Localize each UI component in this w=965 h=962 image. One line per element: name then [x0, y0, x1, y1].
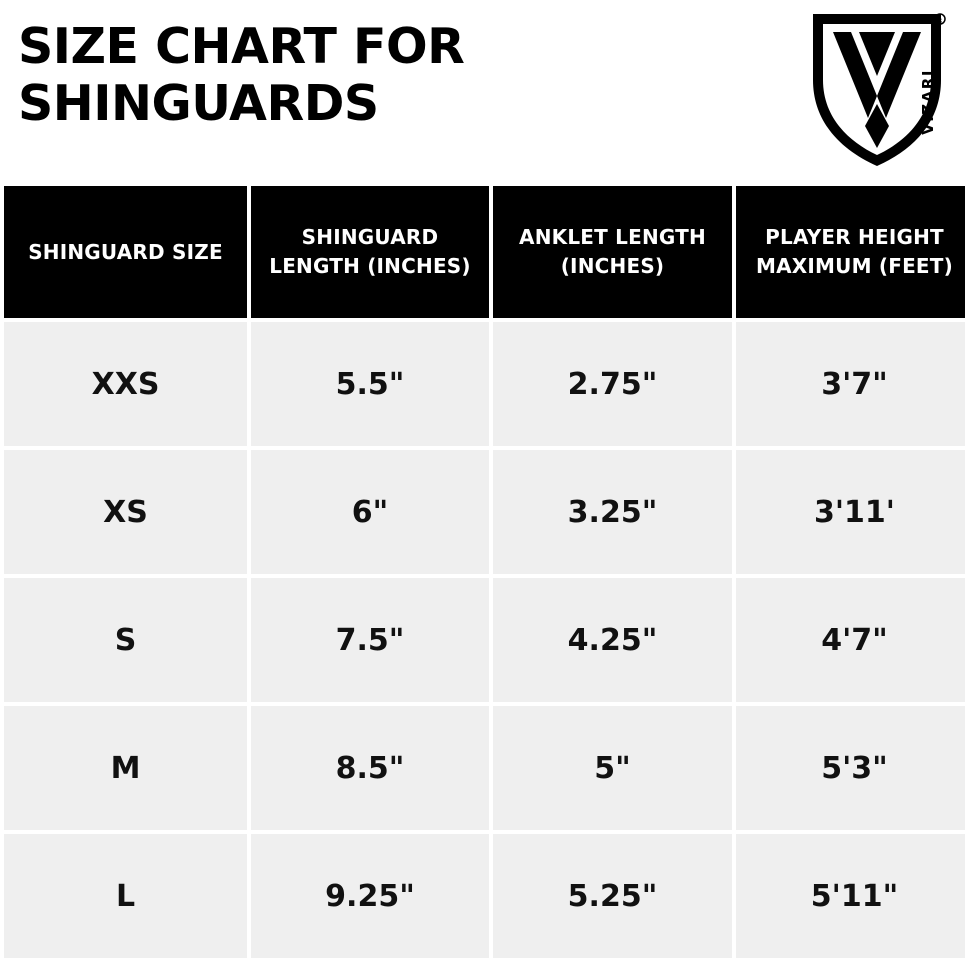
cell-height: 3'7"	[736, 322, 965, 446]
cell-anklet: 4.25"	[493, 578, 732, 702]
header-line: SHINGUARD	[301, 225, 439, 249]
cell-anklet: 3.25"	[493, 450, 732, 574]
cell-height: 5'3"	[736, 706, 965, 830]
cell-length: 6"	[251, 450, 489, 574]
header-line: SHINGUARD SIZE	[28, 239, 223, 264]
header-line: LENGTH (INCHES)	[269, 254, 471, 278]
cell-size: L	[4, 834, 247, 958]
cell-size: XS	[4, 450, 247, 574]
cell-anklet: 5.25"	[493, 834, 732, 958]
column-header-anklet-length	[493, 186, 732, 318]
header-line: MAXIMUM (FEET)	[756, 254, 953, 278]
cell-size: M	[4, 706, 247, 830]
header-line: PLAYER HEIGHT	[765, 225, 944, 249]
table-row	[4, 834, 965, 958]
cell-length: 8.5"	[251, 706, 489, 830]
table-row	[4, 322, 965, 446]
column-header-shinguard-length	[251, 186, 489, 318]
cell-length: 7.5"	[251, 578, 489, 702]
cell-size: XXS	[4, 322, 247, 446]
table-row	[4, 578, 965, 702]
header-line: ANKLET LENGTH	[519, 225, 706, 249]
header-line: (INCHES)	[560, 254, 665, 278]
page-header	[0, 0, 965, 182]
cell-height: 4'7"	[736, 578, 965, 702]
svg-text:VIZARI: VIZARI	[919, 69, 937, 135]
column-header-player-height	[736, 186, 965, 318]
cell-anklet: 5"	[493, 706, 732, 830]
svg-text:R: R	[937, 16, 943, 25]
cell-length: 5.5"	[251, 322, 489, 446]
table-header-row	[4, 186, 965, 318]
page-title: SIZE CHART FOR SHINGUARDS	[18, 18, 465, 133]
cell-height: 3'11'	[736, 450, 965, 574]
vizari-logo	[807, 10, 947, 170]
column-header-shinguard-size	[4, 186, 247, 318]
cell-anklet: 2.75"	[493, 322, 732, 446]
cell-size: S	[4, 578, 247, 702]
table-row	[4, 450, 965, 574]
size-chart-table	[0, 182, 965, 962]
table-row	[4, 706, 965, 830]
cell-length: 9.25"	[251, 834, 489, 958]
cell-height: 5'11"	[736, 834, 965, 958]
